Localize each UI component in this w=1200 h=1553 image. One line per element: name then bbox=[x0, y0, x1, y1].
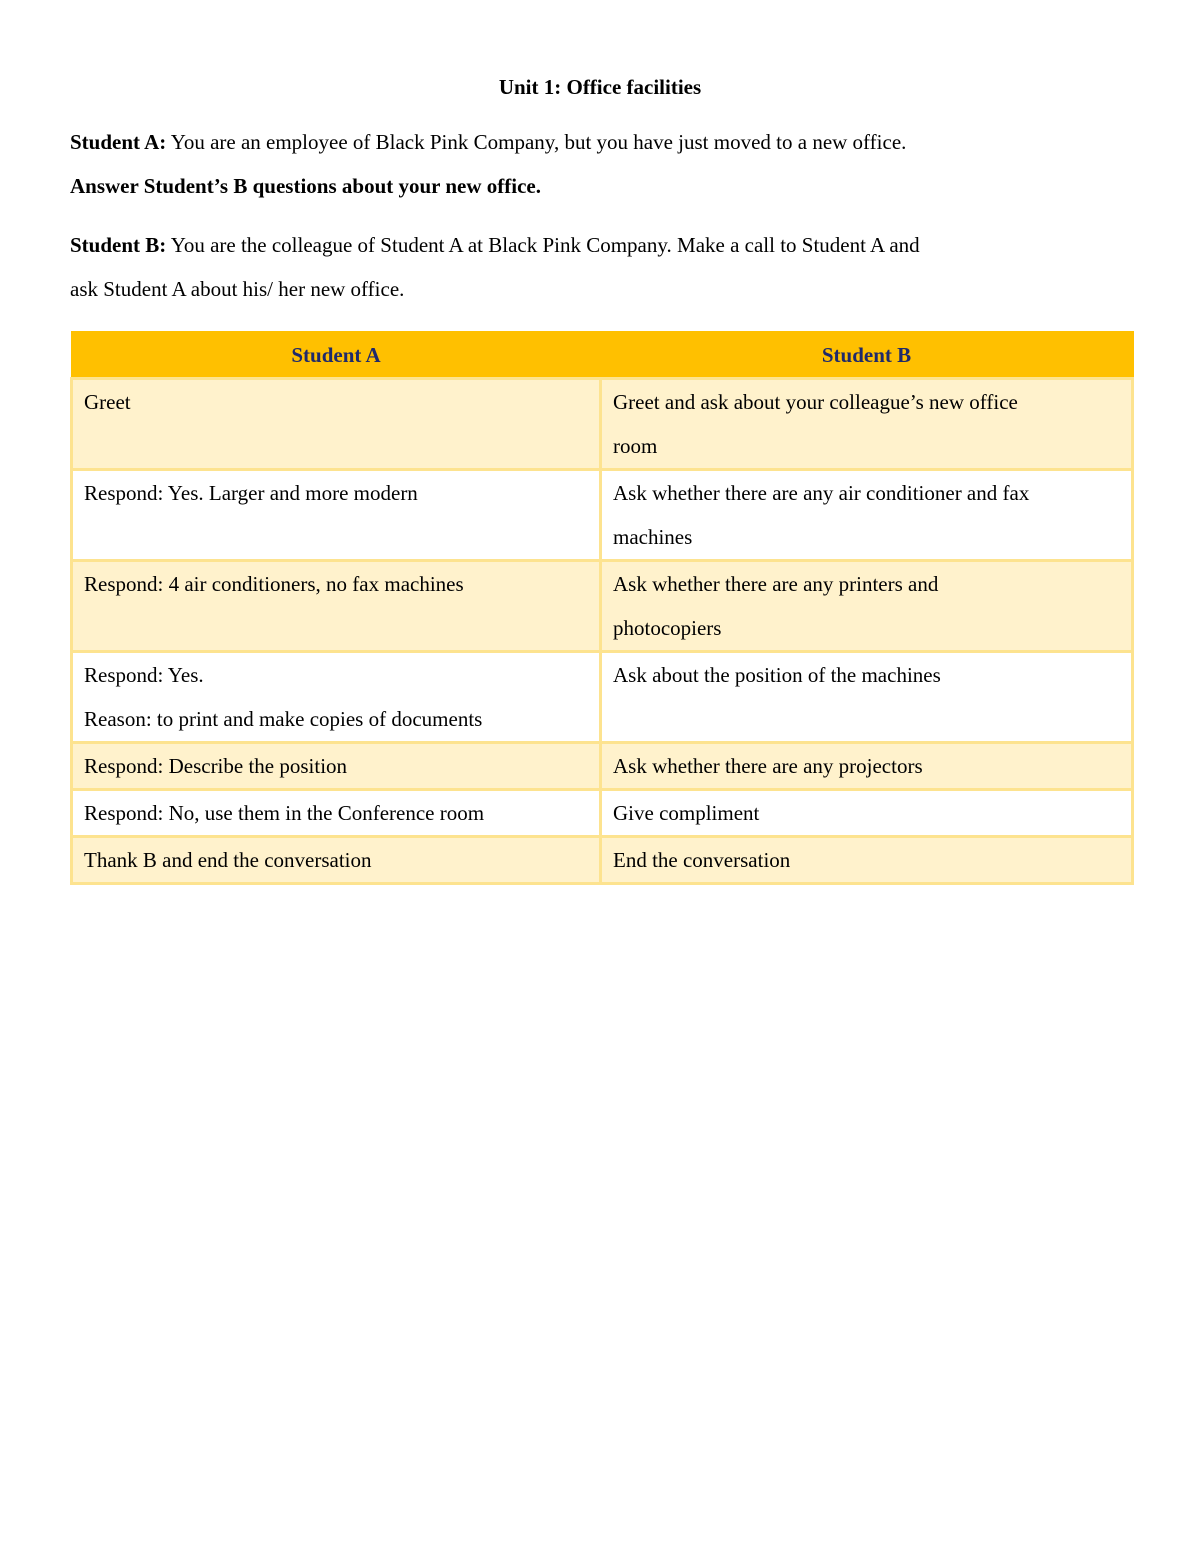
cell-text: room bbox=[613, 434, 658, 458]
page-title: Unit 1: Office facilities bbox=[498, 75, 702, 99]
student-b-cell bbox=[601, 837, 1133, 884]
student-a-cell bbox=[72, 790, 601, 837]
student-b-instructions bbox=[70, 223, 1130, 311]
cell-text: Ask whether there are any air conditioner and fax bbox=[613, 481, 1030, 505]
table-row bbox=[72, 379, 1133, 470]
student-b-cell bbox=[601, 743, 1133, 790]
dialogue-table bbox=[70, 331, 1134, 885]
cell-text: Reason: to print and make copies of documents bbox=[84, 707, 483, 731]
cell-text: photocopiers bbox=[613, 616, 722, 640]
student-a-cell bbox=[72, 470, 601, 561]
student-a-text-line2: Answer Student’s B questions about your new office. bbox=[70, 174, 541, 198]
cell-text: machines bbox=[613, 525, 693, 549]
cell-text: Thank B and end the conversation bbox=[84, 848, 372, 872]
cell-text: Respond: Describe the position bbox=[84, 754, 348, 778]
student-b-cell bbox=[601, 470, 1133, 561]
table-row bbox=[72, 837, 1133, 884]
student-b-cell bbox=[601, 652, 1133, 743]
student-b-text: You are the colleague of Student A at Black Pink Company. Make a call to Student A and bbox=[166, 233, 920, 257]
table-row bbox=[72, 652, 1133, 743]
student-a-cell bbox=[72, 652, 601, 743]
student-a-label: Student A: bbox=[70, 130, 167, 154]
table-row bbox=[72, 561, 1133, 652]
student-b-label: Student B: bbox=[70, 233, 167, 257]
cell-text: Respond: Yes. Larger and more modern bbox=[84, 481, 418, 505]
cell-text: Ask whether there are any projectors bbox=[613, 754, 923, 778]
cell-text: Respond: No, use them in the Conference room bbox=[84, 801, 485, 825]
cell-text: Greet bbox=[84, 390, 131, 414]
student-b-text-line2: ask Student A about his/ her new office. bbox=[70, 277, 405, 301]
cell-text: Respond: Yes. bbox=[84, 663, 204, 687]
table-row bbox=[72, 743, 1133, 790]
student-b-cell bbox=[601, 790, 1133, 837]
cell-text: Respond: 4 air conditioners, no fax machines bbox=[84, 572, 464, 596]
cell-text: End the conversation bbox=[613, 848, 791, 872]
cell-text: Greet and ask about your colleague’s new office bbox=[613, 390, 1018, 414]
student-a-text: You are an employee of Black Pink Company, but you have just moved to a new office. bbox=[166, 130, 907, 154]
document-page bbox=[70, 62, 1130, 885]
header-student-b: Student B bbox=[601, 332, 1133, 379]
table-header-row bbox=[72, 332, 1133, 379]
student-a-cell bbox=[72, 379, 601, 470]
header-student-a: Student A bbox=[72, 332, 601, 379]
table-row bbox=[72, 790, 1133, 837]
cell-text: Ask about the position of the machines bbox=[613, 663, 941, 687]
student-a-cell bbox=[72, 561, 601, 652]
student-a-cell bbox=[72, 743, 601, 790]
student-b-cell bbox=[601, 379, 1133, 470]
student-a-cell bbox=[72, 837, 601, 884]
table-row bbox=[72, 470, 1133, 561]
student-a-instructions bbox=[70, 120, 1130, 208]
student-b-cell bbox=[601, 561, 1133, 652]
cell-text: Ask whether there are any printers and bbox=[613, 572, 939, 596]
cell-text: Give compliment bbox=[613, 801, 760, 825]
